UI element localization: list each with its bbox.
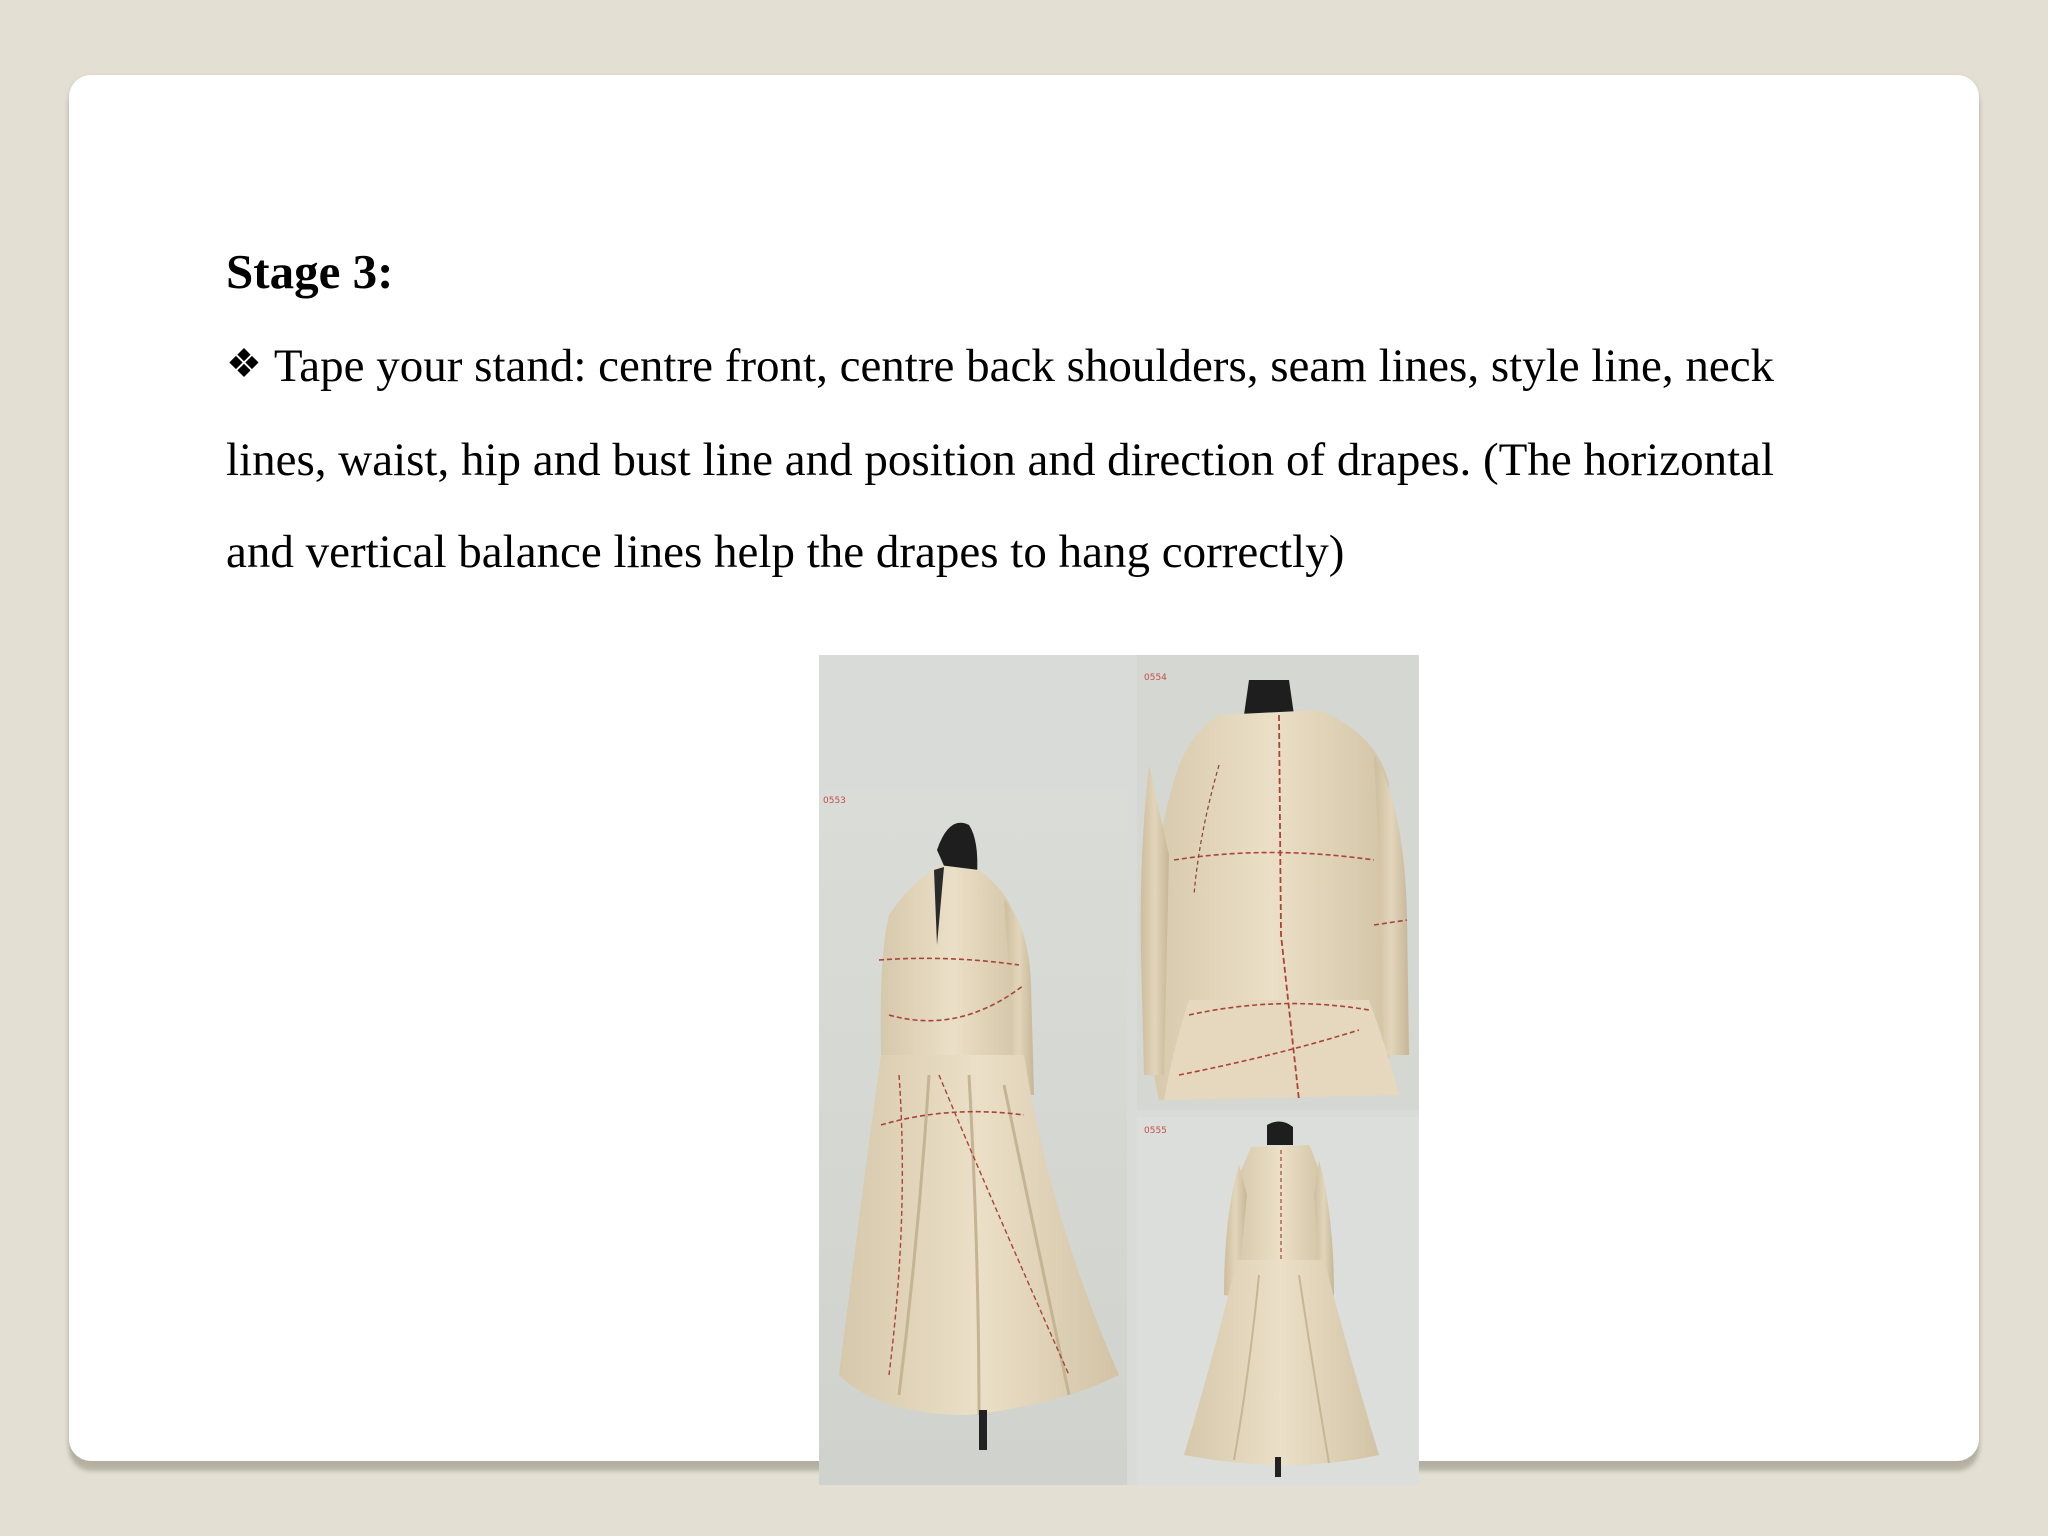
bullet-paragraph bbox=[226, 320, 1846, 598]
slide-heading: Stage 3: bbox=[226, 244, 394, 299]
front-view-panel bbox=[819, 790, 1127, 1485]
slide-card bbox=[69, 75, 1979, 1461]
dress-form-draping-photo bbox=[819, 655, 1419, 1485]
photo-label-back-full: 0555 bbox=[1144, 1126, 1167, 1136]
photo-label-front: 0553 bbox=[823, 796, 846, 806]
back-detail-panel bbox=[1137, 655, 1419, 1110]
bullet-text: Tape your stand: centre front, centre back shoulders, seam lines, style line, neck lines, waist, hip and bust line and position and direction of drapes. (The horizontal and vertical balance lines help the drapes to hang correctly) bbox=[226, 340, 1775, 578]
photo-label-back: 0554 bbox=[1144, 673, 1167, 683]
back-full-view-panel bbox=[1137, 1117, 1419, 1485]
four-diamond-bullet-icon: ❖ bbox=[226, 341, 262, 386]
